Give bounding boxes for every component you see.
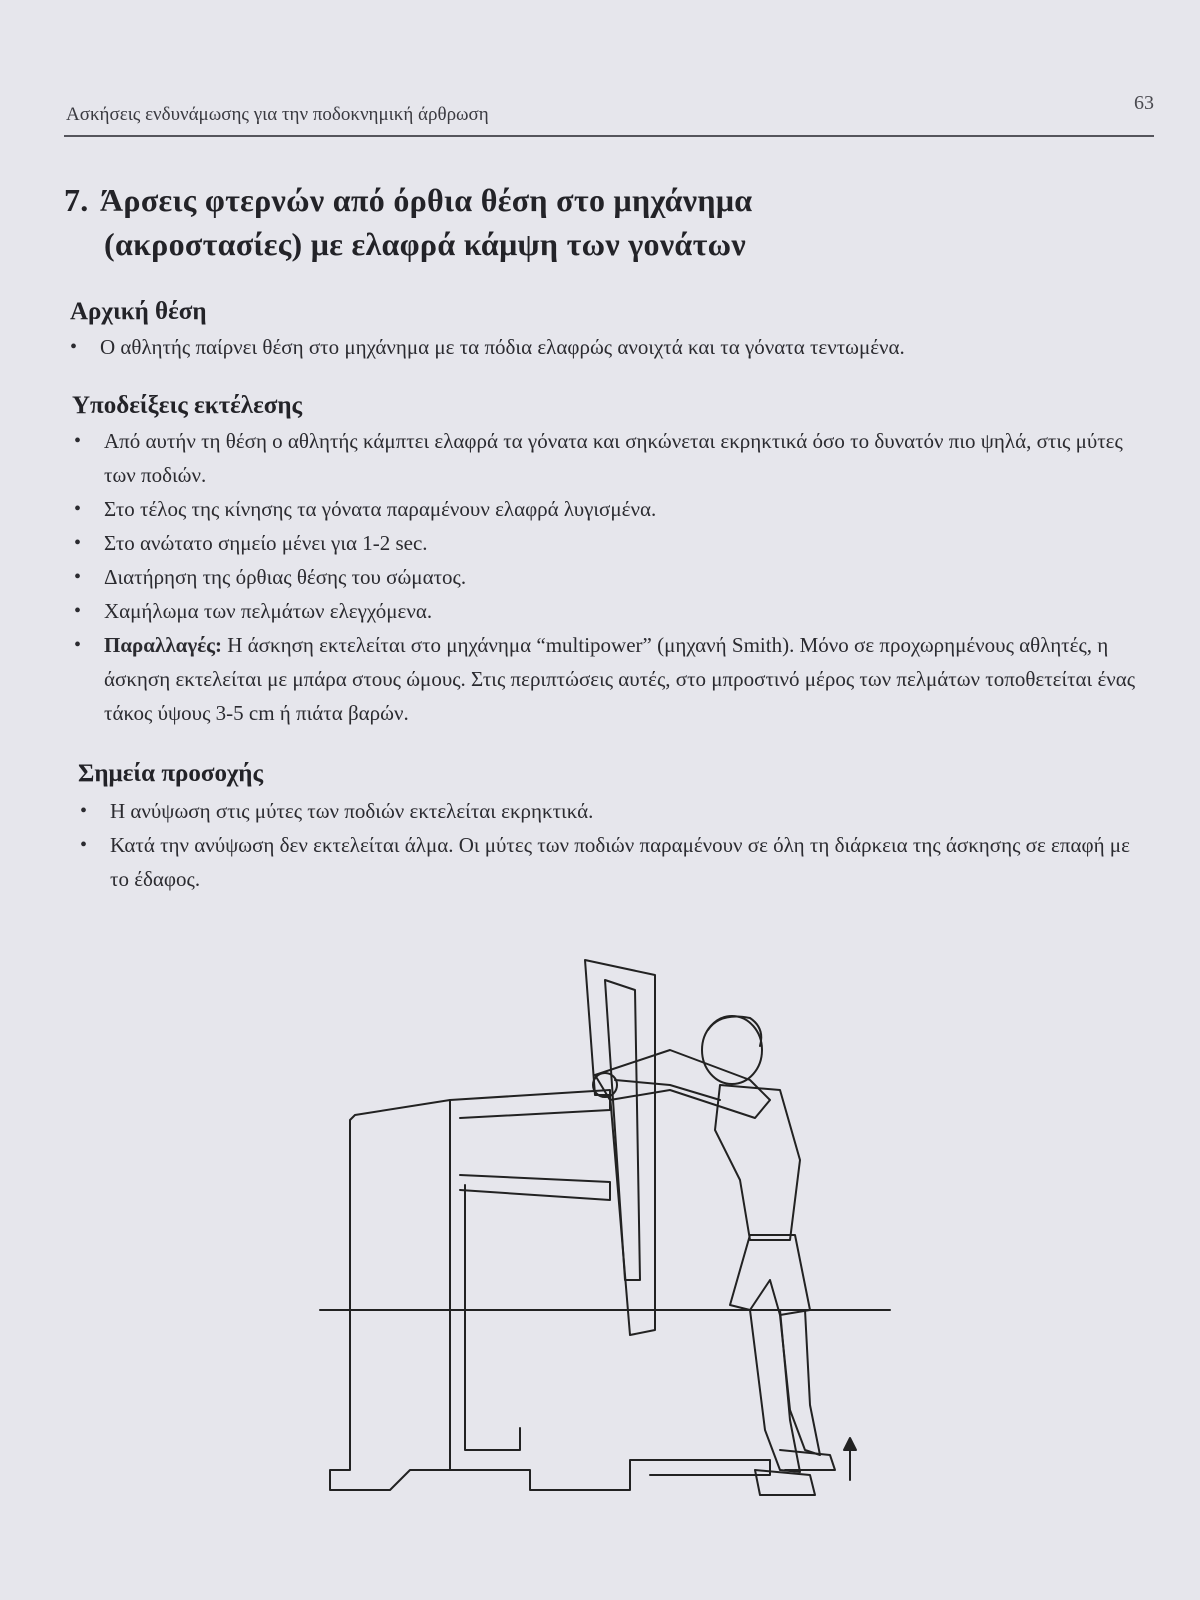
- list-item: [74, 628, 1144, 730]
- list-item: • Στο ανώτατο σημείο μένει για 1-2 sec.: [74, 526, 1144, 560]
- list-item: • Χαμήλωμα των πελμάτων ελεγχόμενα.: [74, 594, 1144, 628]
- machine-top-beam: [450, 1090, 610, 1118]
- bullet: •: [74, 634, 82, 656]
- athlete-shoe-rear: [780, 1450, 835, 1470]
- shoulder-pad-arm: [595, 1050, 770, 1118]
- exercise-title: [64, 178, 1064, 266]
- list-item: • Από αυτήν τη θέση ο αθλητής κάμπτει ελαφρά τα γόνατα και σηκώνεται εκρηκτικά όσο το δυνατόν πιο ψηλά, στις μύτες των ποδιών.: [74, 424, 1144, 492]
- bullet: •: [74, 498, 82, 520]
- list-item: • Στο τέλος της κίνησης τα γόνατα παραμένουν ελαφρά λυγισμένα.: [74, 492, 1144, 526]
- machine-frame-back: [330, 1100, 450, 1490]
- calf-raise-machine-illustration: [310, 950, 910, 1550]
- caution-list: [80, 794, 1150, 896]
- starting-position-heading: Αρχική θέση: [70, 298, 207, 325]
- variations-text: Η άσκηση εκτελείται στο μηχάνημα “multipower” (μηχανή Smith). Μόνο σε προχωρημένους αθλητές, η άσκηση εκτελείται με μπάρα στους ώμους. Στις περιπτώσεις αυτές, στο μπροστινό μέρος των πελμάτων τοποθετείται ένας τάκος ύψους 3-5 cm ή πιάτα βαρών.: [104, 633, 1136, 725]
- list-item: • Ο αθλητής παίρνει θέση στο μηχάνημα με τα πόδια ελαφρώς ανοιχτά και τα γόνατα τεντωμένα.: [70, 330, 1150, 364]
- bullet: •: [70, 336, 78, 358]
- machine-base: [450, 1460, 770, 1490]
- execution-list: [74, 424, 1144, 730]
- variations-label: Παραλλαγές:: [104, 633, 223, 657]
- bullet: •: [74, 532, 82, 554]
- lift-arrowhead: [844, 1438, 856, 1450]
- athlete-hair: [708, 1017, 761, 1047]
- caution-heading: Σημεία προσοχής: [78, 760, 264, 787]
- header-rule: [64, 135, 1154, 137]
- exercise-number: 7.: [64, 182, 89, 218]
- machine-guide-slot: [605, 980, 640, 1280]
- list-item: • Η ανύψωση στις μύτες των ποδιών εκτελείται εκρηκτικά.: [80, 794, 1150, 828]
- page-number: 63: [1134, 92, 1154, 114]
- bullet: •: [74, 430, 82, 452]
- bullet: •: [80, 800, 88, 822]
- athlete-leg-left: [750, 1310, 800, 1472]
- exercise-title-line-2: (ακροστασίες) με ελαφρά κάμψη των γονάτων: [104, 226, 746, 262]
- machine-guide-column: [585, 960, 655, 1335]
- athlete-shoe: [755, 1470, 815, 1495]
- starting-position-list: [70, 330, 1150, 364]
- athlete-shorts: [730, 1235, 810, 1315]
- bullet: •: [74, 566, 82, 588]
- bullet: •: [74, 600, 82, 622]
- execution-heading: Υποδείξεις εκτέλεσης: [72, 392, 303, 419]
- exercise-title-line-1: Άρσεις φτερνών από όρθια θέση στο μηχάνημα: [100, 182, 753, 218]
- bullet: •: [80, 834, 88, 856]
- machine-upright: [465, 1185, 520, 1450]
- list-item: • Διατήρηση της όρθιας θέσης του σώματος.: [74, 560, 1144, 594]
- running-head: Ασκήσεις ενδυνάμωσης για την ποδοκνημική άρθρωση: [66, 104, 489, 125]
- machine-cross-beam: [460, 1175, 610, 1200]
- list-item: • Κατά την ανύψωση δεν εκτελείται άλμα. Οι μύτες των ποδιών παραμένουν σε όλη τη διάρκεια της άσκησης σε επαφή με το έδαφος.: [80, 828, 1150, 896]
